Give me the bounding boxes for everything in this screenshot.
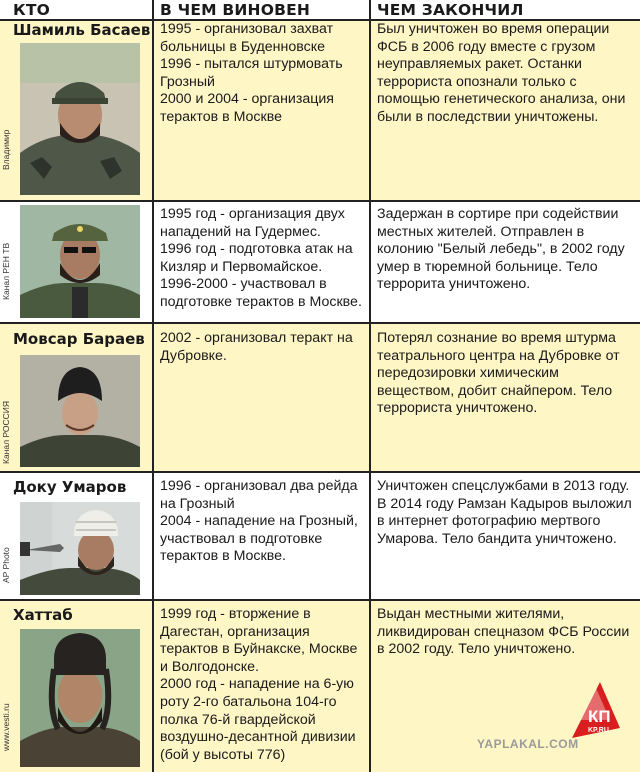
row-divider bbox=[0, 599, 640, 601]
watermark: YAPLAKAL.COM bbox=[477, 737, 579, 751]
guilt-line: 1996 - пытался штурмовать Грозный bbox=[160, 56, 343, 90]
guilt-line: 1995 год - организация двух нападений на Гудермес. bbox=[160, 206, 345, 240]
guilt-line: 2000 и 2004 - организация терактов в Москве bbox=[160, 91, 334, 125]
guilt-line: 1996-2000 - участвовал в подготовке терактов в Москве. bbox=[160, 276, 362, 310]
header-fate: ЧЕМ ЗАКОНЧИЛ bbox=[377, 1, 524, 19]
photo-credit: www.vesti.ru bbox=[1, 703, 11, 751]
logo-sub-text: KP.RU bbox=[588, 727, 609, 734]
person-name: Мовсар Бараев bbox=[13, 330, 145, 348]
table-row bbox=[0, 202, 640, 322]
guilt-line: 1995 - организовал захват больницы в Буденновске bbox=[160, 21, 334, 55]
person-photo bbox=[20, 43, 140, 195]
guilt-line: 1996 - организовал два рейда на Грозный bbox=[160, 478, 358, 512]
guilt-text bbox=[160, 21, 365, 127]
guilt-text: 2002 - организовал теракт на Дубровке. bbox=[160, 330, 353, 364]
person-photo bbox=[20, 502, 140, 595]
row-divider bbox=[0, 322, 640, 324]
guilt-text bbox=[160, 206, 365, 312]
person-photo bbox=[20, 355, 140, 467]
logo-main-text: КП bbox=[588, 707, 611, 726]
photo-credit: Владимир bbox=[1, 129, 11, 170]
fate-text: Выдан местными жителями, ликвидирован спецназом ФСБ России в 2002 году. Тело уничтожено. bbox=[377, 606, 630, 658]
row-divider bbox=[0, 200, 640, 202]
column-divider bbox=[369, 0, 371, 772]
fate-text: Был уничтожен во время операции ФСБ в 2006 году вместе с грузом неуправляемых ракет. Останки террориста опознали только с помощью генетического анализа, они были в последствии уничтожены. bbox=[377, 21, 626, 125]
photo-credit: Канал РОССИЯ bbox=[1, 400, 11, 464]
guilt-text bbox=[160, 606, 365, 764]
guilt-line: 1999 год - вторжение в Дагестан, организация терактов в Буйнакске, Москве и Волгодонске. bbox=[160, 606, 358, 675]
person-name: Доку Умаров bbox=[13, 478, 127, 496]
kp-logo bbox=[566, 680, 626, 742]
column-divider bbox=[152, 0, 154, 772]
guilt-line: 1996 год - подготовка атак на Кизляр и Первомайское. bbox=[160, 241, 353, 275]
row-divider bbox=[0, 19, 640, 21]
photo-credit: Канал РЕН ТВ bbox=[1, 242, 11, 300]
guilt-text bbox=[160, 478, 365, 566]
fate-text: Задержан в сортире при содействии местных жителей. Отправлен в колонию "Белый лебедь", в 2002 году умер в тюремной больнице. Тело террорита уничтожено. bbox=[377, 206, 625, 293]
header-who: КТО bbox=[13, 1, 51, 19]
table-row bbox=[0, 20, 640, 200]
person-name: Шамиль Басаев bbox=[13, 21, 151, 39]
table-header bbox=[0, 0, 640, 20]
fate-text: Уничтожен спецслужбами в 2013 году. В 2014 году Рамзан Кадыров выложил в интернет фотографию мертвого Умарова. Тело бандита уничтожено. bbox=[377, 478, 632, 547]
guilt-line: 2000 год - нападение на 6-ую роту 2-го батальона 104-го полка 76-й гвардейской воздушно-десантной дивизии (бой у высоты 776) bbox=[160, 676, 356, 763]
photo-credit: AP Photo bbox=[1, 547, 11, 583]
header-guilt: В ЧЕМ ВИНОВЕН bbox=[160, 1, 311, 19]
guilt-line: 2004 - нападение на Грозный, участвовал в подготовке терактов в Москве. bbox=[160, 513, 358, 565]
table-row bbox=[0, 473, 640, 599]
row-divider bbox=[0, 471, 640, 473]
person-photo bbox=[20, 205, 140, 318]
person-name: Хаттаб bbox=[13, 606, 73, 624]
person-photo bbox=[20, 629, 140, 767]
fate-text: Потерял сознание во время штурма театрального центра на Дубровке от передозировки химическим веществом, добит снайпером. Тело террориста уничтожено. bbox=[377, 330, 620, 417]
table-row bbox=[0, 324, 640, 471]
